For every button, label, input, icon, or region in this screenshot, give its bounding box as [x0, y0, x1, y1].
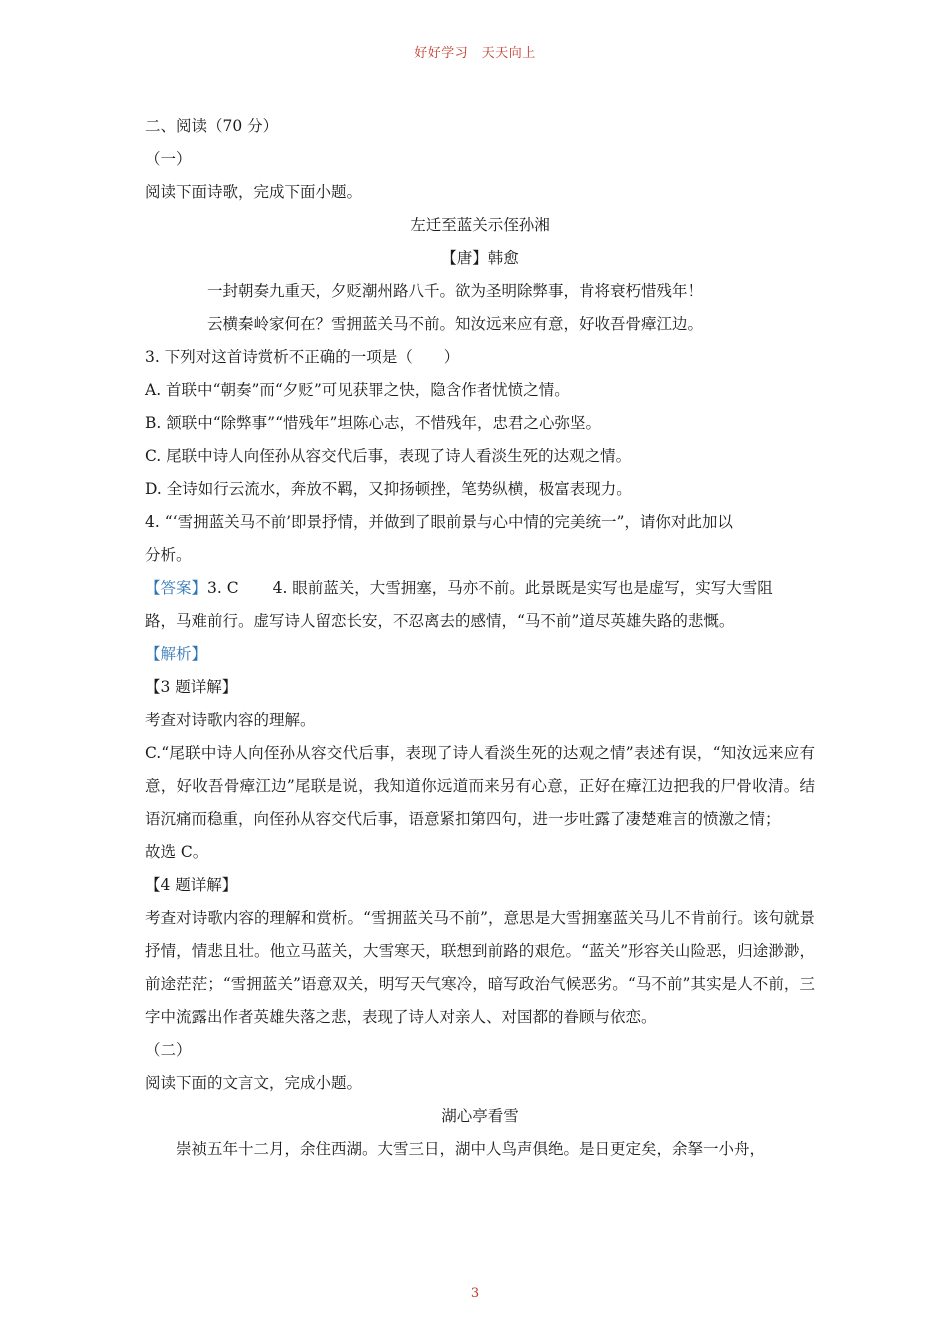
section-title: 二、阅读（70 分） — [145, 117, 279, 135]
q3-detail-conclusion: 故选 C。 — [145, 843, 209, 861]
answer-line-1 — [145, 572, 815, 605]
part1-label: （一） — [145, 150, 192, 168]
poem-line-2: 云横秦岭家何在？雪拥蓝关马不前。知汝远来应有意，好收吾骨瘴江边。 — [207, 315, 704, 333]
prose-first-line: 崇祯五年十二月，余住西湖。大雪三日，湖中人鸟声俱绝。是日更定矣，余拏一小舟， — [176, 1140, 766, 1158]
answer-q3: 3. C — [207, 579, 239, 597]
page-header: 好好学习 天天向上 — [414, 46, 536, 61]
question-4-stem-line-2: 分析。 — [145, 546, 192, 564]
poem-line-1: 一封朝奏九重天，夕贬潮州路八千。欲为圣明除弊事，肯将衰朽惜残年！ — [207, 282, 704, 300]
part1-intro: 阅读下面诗歌，完成下面小题。 — [145, 183, 363, 201]
q3-detail-point: 考查对诗歌内容的理解。 — [145, 711, 316, 729]
q4-detail-heading: 【4 题详解】 — [145, 876, 238, 894]
question-4-stem-line-1: 4. “‘雪拥蓝关马不前’即景抒情，并做到了眼前景与心中情的完美统一”，请你对此加以 — [145, 513, 733, 531]
document-body — [145, 110, 815, 1166]
answer-q4-line-1: 4. 眼前蓝关，大雪拥塞，马亦不前。此景既是实写也是虚写，实写大雪阻 — [272, 579, 773, 597]
question-3-option-b: B. 颔联中“除弊事”“惜残年”坦陈心志，不惜残年，忠君之心弥坚。 — [145, 414, 601, 432]
prose-title: 湖心亭看雪 — [441, 1107, 519, 1125]
part2-intro: 阅读下面的文言文，完成小题。 — [145, 1074, 363, 1092]
part2-label: （二） — [145, 1041, 192, 1059]
question-3-option-d: D. 全诗如行云流水，奔放不羁，又抑扬顿挫，笔势纵横，极富表现力。 — [145, 480, 632, 498]
question-3-option-a: A. 首联中“朝奏”而“夕贬”可见获罪之快，隐含作者忧愤之情。 — [145, 381, 570, 399]
q3-detail-heading: 【3 题详解】 — [145, 678, 238, 696]
question-3-stem: 3. 下列对这首诗赏析不正确的一项是（ ） — [145, 348, 460, 366]
answer-tag: 【答案】 — [145, 579, 208, 597]
q3-detail-body: C.“尾联中诗人向侄孙从容交代后事，表现了诗人看淡生死的达观之情”表述有误，“知汝远来应有意，好收吾骨瘴江边”尾联是说，我知道你远道而来另有心意，正好在瘴江边把我的尸骨收清。结语沉痛而稳重，向侄孙从容交代后事，语意紧扣第四句，进一步吐露了凄楚难言的愤激之情； — [145, 744, 815, 828]
poem-title: 左迁至蓝关示侄孙湘 — [410, 216, 550, 234]
q4-detail-body: 考查对诗歌内容的理解和赏析。“雪拥蓝关马不前”，意思是大雪拥塞蓝关马儿不肯前行。该句就景抒情，情悲且壮。他立马蓝关，大雪寒天，联想到前路的艰危。“蓝关”形容关山险恶，归途渺渺，前途茫茫；“雪拥蓝关”语意双关，明写天气寒冷，暗写政治气候恶劣。“马不前”其实是人不前，三字中流露出作者英雄失落之悲，表现了诗人对亲人、对国都的眷顾与依恋。 — [145, 909, 815, 1026]
question-3-option-c: C. 尾联中诗人向侄孙从容交代后事，表现了诗人看淡生死的达观之情。 — [145, 447, 632, 465]
page-number: 3 — [470, 1286, 480, 1301]
poem-author: 【唐】韩愈 — [441, 249, 519, 267]
answer-q4-line-2: 路，马难前行。虚写诗人留恋长安，不忍离去的感情，“马不前”道尽英雄失路的悲慨。 — [145, 612, 735, 630]
analysis-tag: 【解析】 — [145, 645, 208, 663]
